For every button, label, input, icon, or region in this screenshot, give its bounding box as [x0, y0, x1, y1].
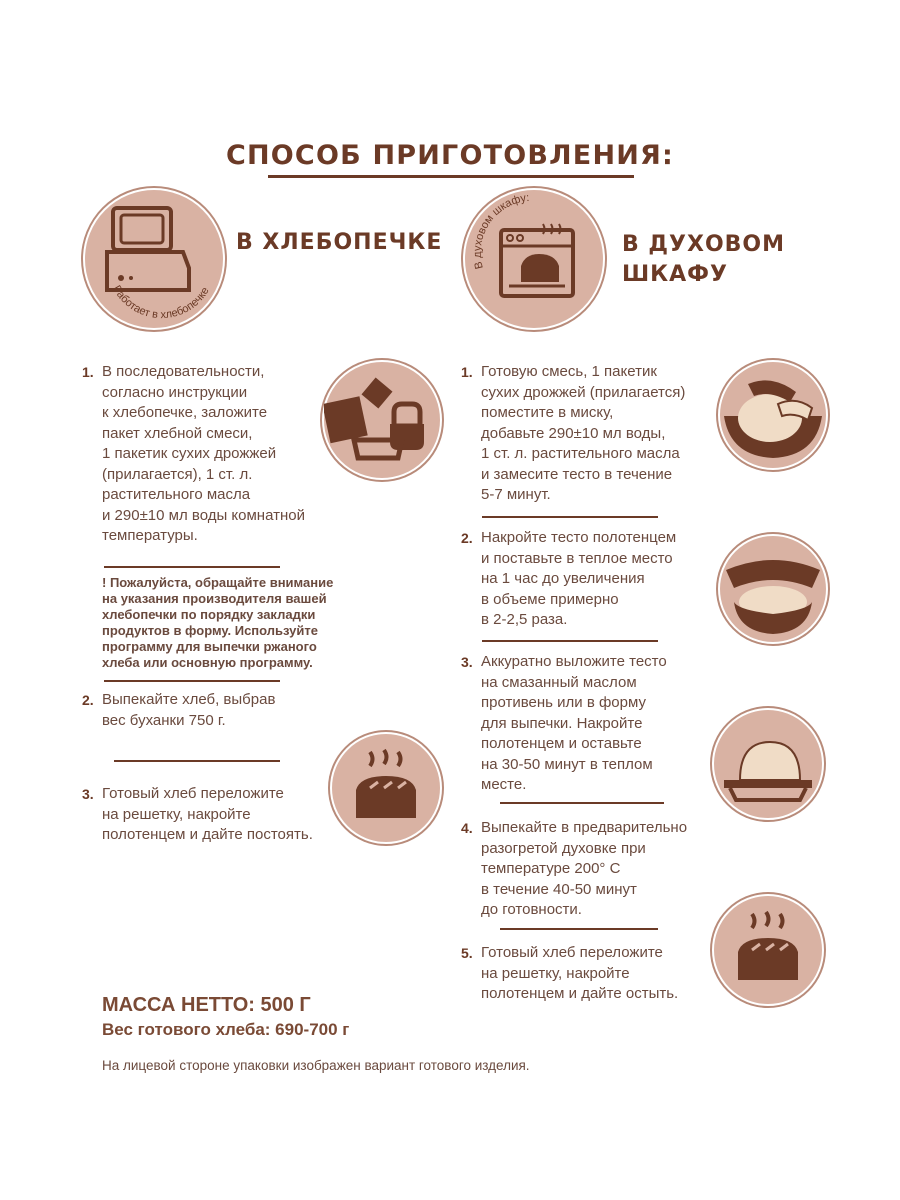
step-line: полотенцем и дайте остыть.	[481, 985, 679, 1002]
step-number: 2.	[82, 692, 94, 708]
step-line: температуры.	[102, 527, 198, 544]
step-line: растительного масла	[102, 486, 251, 503]
oven-step-1	[461, 362, 721, 506]
step-number: 3.	[461, 654, 473, 670]
step-number: 1.	[82, 364, 94, 380]
step-line: в объеме примерно	[481, 590, 619, 608]
note-line: продуктов в форму. Используйте	[102, 623, 318, 638]
step-line: 1 пакетик сухих дрожжей	[102, 445, 277, 462]
step-line: полотенцем и дайте постоять.	[102, 826, 313, 843]
step-line: для выпечки. Накройте	[481, 714, 643, 732]
step-line: сухих дрожжей (прилагается)	[481, 383, 686, 401]
step-line: противень или в форму	[481, 694, 646, 711]
note-line: хлеба или основную программу.	[102, 655, 313, 670]
step-line: В последовательности,	[102, 363, 265, 380]
title-underline	[268, 175, 634, 178]
step-line: температуре 200° С	[481, 860, 621, 877]
step-line: к хлебопечке, заложите	[102, 404, 268, 421]
page-title: СПОСОБ ПРИГОТОВЛЕНИЯ:	[225, 140, 675, 171]
step-number: 2.	[461, 530, 473, 546]
bread-loaf-circle	[330, 732, 442, 844]
oven-heading	[622, 230, 785, 290]
bread-loaf-icon	[332, 734, 440, 842]
divider	[500, 928, 658, 930]
step-line: Накройте тесто полотенцем	[481, 529, 677, 546]
covered-dough-circle	[718, 534, 828, 644]
step-line: и поставьте в теплое место	[481, 549, 673, 567]
step-number: 5.	[461, 945, 473, 961]
step-line: на решетку, накройте	[481, 964, 630, 982]
step-number: 3.	[82, 786, 94, 802]
net-mass: МАССА НЕТТО: 500 Г	[102, 994, 311, 1016]
divider	[104, 680, 280, 682]
step-line: (прилагается), 1 ст. л.	[102, 465, 253, 483]
step-line: Готовый хлеб переложите	[102, 785, 284, 802]
step-line: полотенцем и оставьте	[481, 735, 642, 752]
oven-heading-line1: В ДУХОВОМ	[622, 232, 786, 257]
step-line: поместите в миску,	[481, 404, 614, 421]
bread-loaf-icon	[714, 896, 822, 1004]
step-line: 1 ст. л. растительного масла	[481, 445, 680, 462]
step-line: 5-7 минут.	[481, 486, 551, 503]
note-line: программу для выпечки ржаного	[102, 639, 317, 654]
dough-tray-icon	[714, 710, 822, 818]
oven-step-3	[461, 652, 721, 796]
step-line: до готовности.	[481, 901, 582, 918]
step-line: Выпекайте хлеб, выбрав	[102, 691, 276, 708]
note-line: ! Пожалуйста, обращайте внимание	[102, 575, 334, 590]
divider	[500, 802, 664, 804]
step-line: пакет хлебной смеси,	[102, 424, 253, 442]
bread-machine-step-1	[82, 362, 342, 547]
step-line: Аккуратно выложите тесто	[481, 653, 667, 670]
step-line: разогретой духовке при	[481, 839, 646, 857]
step-line: Готовый хлеб переложите	[481, 944, 663, 961]
ingredients-icon	[324, 362, 440, 478]
step-line: вес буханки 750 г.	[102, 711, 226, 729]
bread-machine-heading: В ХЛЕБОПЕЧКЕ	[236, 230, 443, 255]
step-line: на смазанный маслом	[481, 673, 637, 691]
step-line: и замесите тесто в течение	[481, 465, 673, 483]
step-number: 4.	[461, 820, 473, 836]
step-line: Выпекайте в предварительно	[481, 819, 688, 836]
step-line: согласно инструкции	[102, 383, 248, 401]
covered-bowl-icon	[720, 536, 826, 642]
finished-bread-circle	[712, 894, 824, 1006]
divider	[114, 760, 280, 762]
step-line: и 290±10 мл воды комнатной	[102, 506, 305, 524]
bread-machine-step-2	[82, 690, 342, 731]
step-line: добавьте 290±10 мл воды,	[481, 424, 666, 442]
oven-step-2	[461, 528, 721, 631]
step-line: в 2-2,5 раза.	[481, 611, 568, 628]
divider	[104, 566, 280, 568]
oven-step-5	[461, 943, 721, 1005]
note-line: хлебопечки по порядку закладки	[102, 607, 316, 622]
note-line: на указания производителя вашей	[102, 591, 327, 606]
oven-step-4	[461, 818, 721, 921]
oven-badge	[463, 188, 605, 330]
step-line: на 30-50 минут в теплом	[481, 755, 653, 773]
step-line: в течение 40-50 минут	[481, 880, 637, 898]
step-line: месте.	[481, 776, 527, 793]
oven-icon	[465, 190, 603, 328]
oven-badge-text: В духовом шкафу:	[471, 191, 530, 271]
baking-tray-circle	[712, 708, 824, 820]
bread-machine-icon	[85, 190, 223, 328]
divider	[482, 640, 658, 642]
bread-machine-note	[102, 575, 392, 671]
bread-weight: Вес готового хлеба: 690-700 г	[102, 1020, 350, 1039]
divider	[482, 516, 658, 518]
step-line: Готовую смесь, 1 пакетик	[481, 363, 657, 380]
bread-machine-step-3	[82, 784, 342, 846]
bread-machine-badge	[83, 188, 225, 330]
bread-machine-badge-text: Работает в хлебопечке	[110, 283, 212, 322]
kneading-hands-icon	[720, 362, 826, 468]
step-line: на 1 час до увеличения	[481, 570, 645, 587]
ingredients-circle	[322, 360, 442, 480]
step-line: на решетку, накройте	[102, 805, 251, 823]
step-number: 1.	[461, 364, 473, 380]
oven-heading-line2: ШКАФУ	[622, 262, 728, 287]
kneading-circle	[718, 360, 828, 470]
packaging-footnote: На лицевой стороне упаковки изображен вариант готового изделия.	[102, 1058, 530, 1073]
